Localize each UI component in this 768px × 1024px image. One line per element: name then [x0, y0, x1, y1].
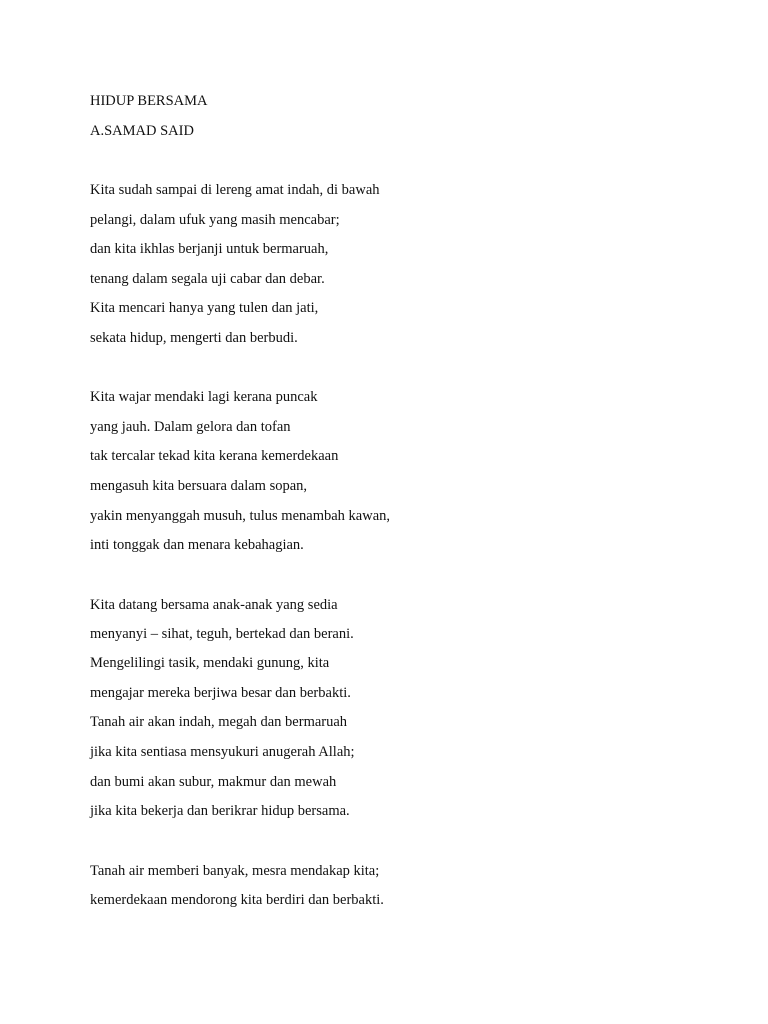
poem-line: Kita mencari hanya yang tulen dan jati,	[90, 300, 319, 316]
poem-line: sekata hidup, mengerti dan berbudi.	[90, 330, 298, 346]
poem-title: HIDUP BERSAMA	[90, 93, 208, 109]
poem-line: jika kita sentiasa mensyukuri anugerah Allah;	[90, 744, 355, 760]
poem-line: Kita wajar mendaki lagi kerana puncak	[90, 389, 318, 405]
poem-author: A.SAMAD SAID	[90, 123, 194, 139]
poem-line: Kita sudah sampai di lereng amat indah, di bawah	[90, 182, 380, 198]
poem-line: pelangi, dalam ufuk yang masih mencabar;	[90, 212, 340, 228]
poem-line: mengasuh kita bersuara dalam sopan,	[90, 478, 308, 494]
poem-line: yakin menyanggah musuh, tulus menambah kawan,	[90, 508, 391, 524]
poem-line: Kita datang bersama anak-anak yang sedia	[90, 597, 338, 613]
poem-line: mengajar mereka berjiwa besar dan berbakti.	[90, 685, 351, 701]
poem-line: Mengelilingi tasik, mendaki gunung, kita	[90, 655, 330, 671]
poem-line: Tanah air akan indah, megah dan bermaruah	[90, 714, 348, 730]
poem-line: jika kita bekerja dan berikrar hidup bersama.	[90, 803, 350, 819]
poem-line: tak tercalar tekad kita kerana kemerdekaan	[90, 448, 339, 464]
poem-line: dan bumi akan subur, makmur dan mewah	[90, 774, 337, 790]
poem-line: tenang dalam segala uji cabar dan debar.	[90, 271, 325, 287]
poem-line: yang jauh. Dalam gelora dan tofan	[90, 419, 291, 435]
poem-line: dan kita ikhlas berjanji untuk bermaruah,	[90, 241, 329, 257]
poem-line: Tanah air memberi banyak, mesra mendakap kita;	[90, 863, 380, 879]
poem-line: kemerdekaan mendorong kita berdiri dan berbakti.	[90, 892, 384, 908]
poem-line: inti tonggak dan menara kebahagian.	[90, 537, 304, 553]
poem-line: menyanyi – sihat, teguh, bertekad dan berani.	[90, 626, 354, 642]
